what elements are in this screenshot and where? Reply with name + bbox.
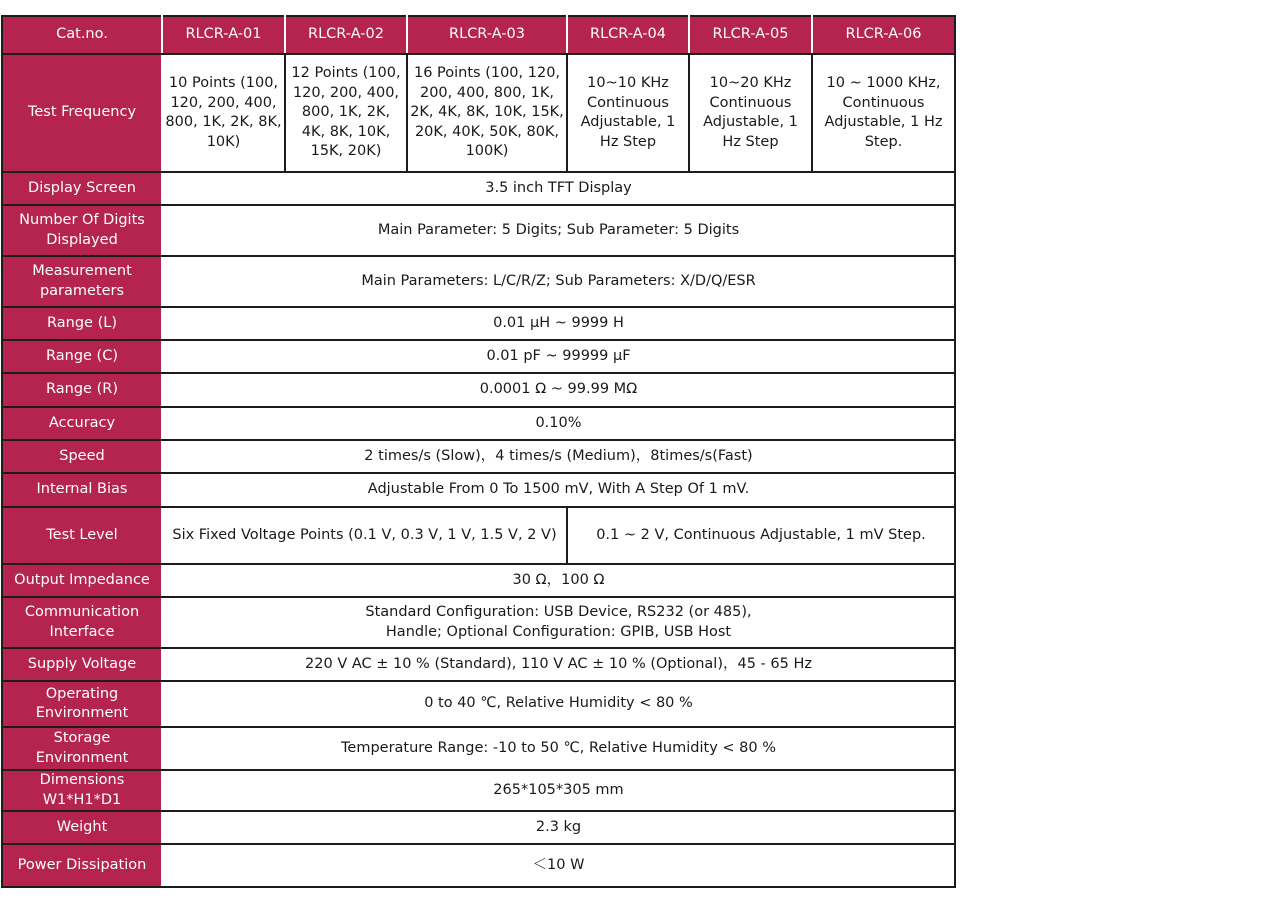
- row-value: 2 times/s (Slow)，4 times/s (Medium)，8times/s(Fast): [162, 440, 955, 473]
- frequency-value: 16 Points (100, 120, 200, 400, 800, 1K, 2K, 4K, 8K, 10K, 15K, 20K, 40K, 50K, 80K, 100K): [407, 54, 567, 172]
- row-value: 265*105*305 mm: [162, 770, 955, 811]
- test-level-fixed: Six Fixed Voltage Points (0.1 V, 0.3 V, 1 V, 1.5 V, 2 V): [162, 507, 567, 564]
- row-label: Dimensions W1*H1*D1: [2, 770, 162, 811]
- test-level-row: [2, 507, 955, 564]
- table-row: [2, 440, 955, 473]
- table-row: [2, 844, 955, 887]
- frequency-value: 10~10 KHz Continuous Adjustable, 1 Hz Step: [567, 54, 689, 172]
- table-row: [2, 407, 955, 440]
- row-value: Main Parameters: L/C/R/Z; Sub Parameters: X/D/Q/ESR: [162, 256, 955, 307]
- row-label: Communication Interface: [2, 597, 162, 648]
- table-row: [2, 340, 955, 373]
- table-row: [2, 256, 955, 307]
- model-1: RLCR-A-01: [162, 16, 285, 54]
- row-label: Accuracy: [2, 407, 162, 440]
- row-label: Speed: [2, 440, 162, 473]
- row-value-line: Standard Configuration: USB Device, RS232 (or 485),: [365, 604, 752, 620]
- model-4: RLCR-A-04: [567, 16, 689, 54]
- row-label: Number Of Digits Displayed: [2, 205, 162, 256]
- model-3: RLCR-A-03: [407, 16, 567, 54]
- test-level-continuous: 0.1 ~ 2 V, Continuous Adjustable, 1 mV Step.: [567, 507, 955, 564]
- frequency-value: 10~20 KHz Continuous Adjustable, 1 Hz Step: [689, 54, 812, 172]
- row-label: Operating Environment: [2, 681, 162, 727]
- frequency-value: 10 Points (100, 120, 200, 400, 800, 1K, 2K, 8K, 10K): [162, 54, 285, 172]
- row-value: 3.5 inch TFT Display: [162, 172, 955, 205]
- table-row: [2, 770, 955, 811]
- row-label: Power Dissipation: [2, 844, 162, 887]
- model-2: RLCR-A-02: [285, 16, 407, 54]
- model-5: RLCR-A-05: [689, 16, 812, 54]
- row-label: Internal Bias: [2, 473, 162, 507]
- row-value: ＜10 W: [162, 844, 955, 887]
- model-6: RLCR-A-06: [812, 16, 955, 54]
- table-row: [2, 811, 955, 844]
- test-frequency-row: [2, 54, 955, 172]
- row-value: 0.10%: [162, 407, 955, 440]
- table-row: [2, 307, 955, 340]
- table-row: [2, 564, 955, 597]
- row-label: Supply Voltage: [2, 648, 162, 681]
- header-row: [2, 16, 955, 54]
- row-value: Adjustable From 0 To 1500 mV, With A Step Of 1 mV.: [162, 473, 955, 507]
- row-value: Main Parameter: 5 Digits; Sub Parameter: 5 Digits: [162, 205, 955, 256]
- row-label: Range (L): [2, 307, 162, 340]
- header-label: Cat.no.: [2, 16, 162, 54]
- frequency-value: 12 Points (100, 120, 200, 400, 800, 1K, 2K, 4K, 8K, 10K, 15K, 20K): [285, 54, 407, 172]
- table-row: [2, 473, 955, 507]
- row-value: 220 V AC ± 10 % (Standard), 110 V AC ± 10 % (Optional)，45 - 65 Hz: [162, 648, 955, 681]
- row-value: 0.0001 Ω ~ 99.99 MΩ: [162, 373, 955, 407]
- row-value: Temperature Range: -10 to 50 ℃, Relative Humidity < 80 %: [162, 727, 955, 770]
- row-label: Range (R): [2, 373, 162, 407]
- row-label: Test Frequency: [2, 54, 162, 172]
- table-row: [2, 205, 955, 256]
- row-value: 2.3 kg: [162, 811, 955, 844]
- spec-table: [1, 15, 956, 888]
- row-label: Range (C): [2, 340, 162, 373]
- frequency-value: 10 ~ 1000 KHz, Continuous Adjustable, 1 Hz Step.: [812, 54, 955, 172]
- table-row: [2, 597, 955, 648]
- table-row: [2, 727, 955, 770]
- row-value: 0 to 40 ℃, Relative Humidity < 80 %: [162, 681, 955, 727]
- row-value: 0.01 pF ~ 99999 μF: [162, 340, 955, 373]
- table-row: [2, 681, 955, 727]
- row-value: [162, 597, 955, 648]
- row-value: 30 Ω，100 Ω: [162, 564, 955, 597]
- row-label: Output Impedance: [2, 564, 162, 597]
- row-value: 0.01 μH ~ 9999 H: [162, 307, 955, 340]
- row-label: Display Screen: [2, 172, 162, 205]
- table-row: [2, 373, 955, 407]
- row-label: Weight: [2, 811, 162, 844]
- row-label: Test Level: [2, 507, 162, 564]
- table-row: [2, 172, 955, 205]
- row-label: Storage Environment: [2, 727, 162, 770]
- row-label: Measurement parameters: [2, 256, 162, 307]
- table-row: [2, 648, 955, 681]
- row-value-line: Handle; Optional Configuration: GPIB, USB Host: [385, 623, 732, 640]
